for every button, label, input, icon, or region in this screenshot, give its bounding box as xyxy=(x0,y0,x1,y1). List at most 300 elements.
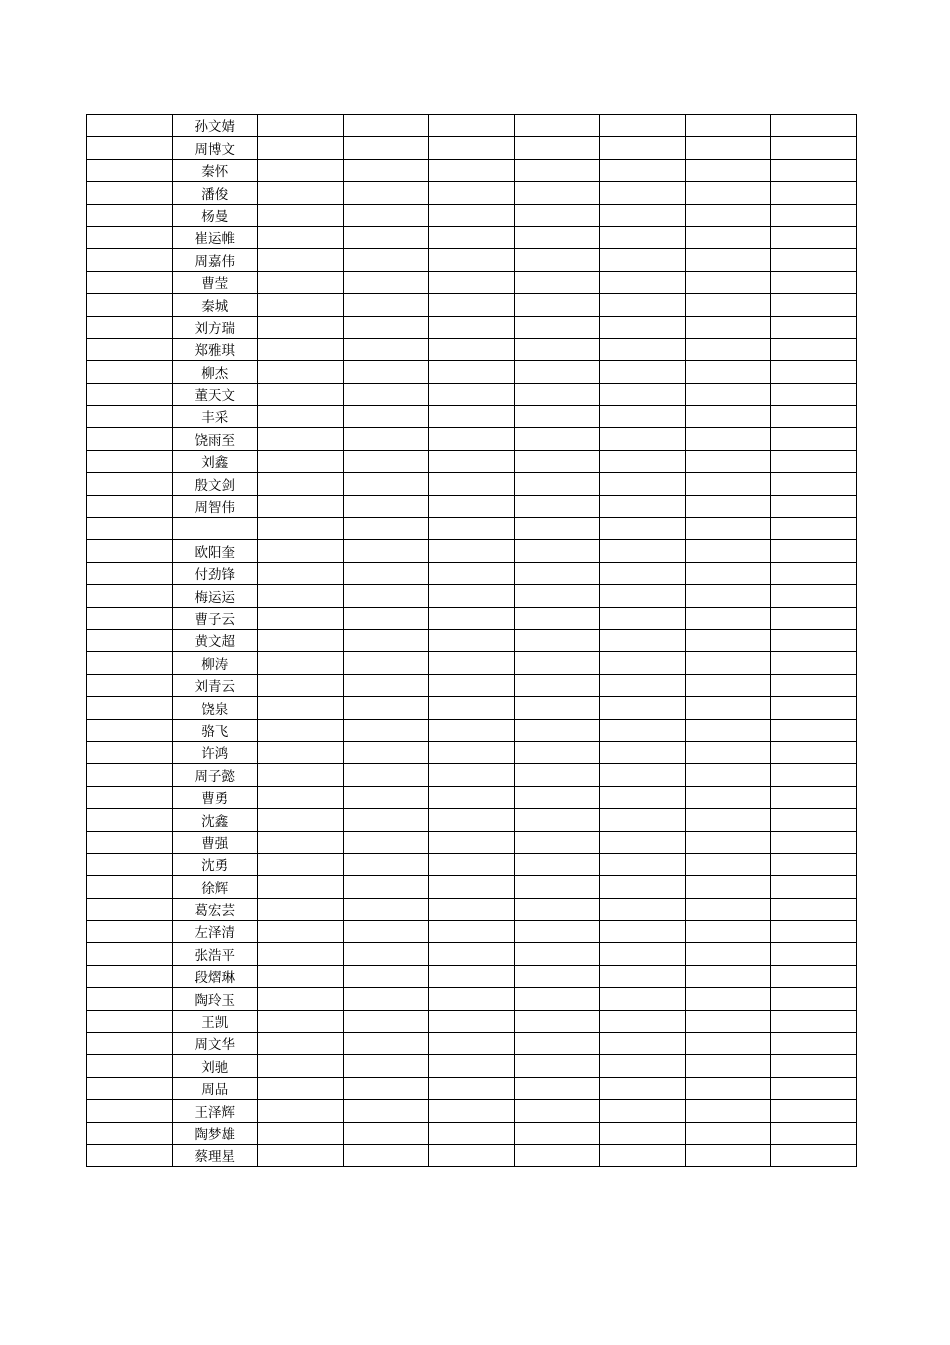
empty-cell[interactable] xyxy=(258,271,344,293)
empty-cell[interactable] xyxy=(258,988,344,1010)
empty-cell[interactable] xyxy=(87,719,173,741)
name-cell[interactable]: 曹强 xyxy=(172,831,258,853)
empty-cell[interactable] xyxy=(429,294,515,316)
empty-cell[interactable] xyxy=(685,204,771,226)
empty-cell[interactable] xyxy=(87,965,173,987)
empty-cell[interactable] xyxy=(258,831,344,853)
empty-cell[interactable] xyxy=(343,383,429,405)
empty-cell[interactable] xyxy=(429,831,515,853)
empty-cell[interactable] xyxy=(514,943,600,965)
empty-cell[interactable] xyxy=(771,1144,857,1166)
empty-cell[interactable] xyxy=(258,1122,344,1144)
empty-cell[interactable] xyxy=(258,607,344,629)
empty-cell[interactable] xyxy=(429,898,515,920)
empty-cell[interactable] xyxy=(343,652,429,674)
empty-cell[interactable] xyxy=(685,1055,771,1077)
empty-cell[interactable] xyxy=(429,406,515,428)
empty-cell[interactable] xyxy=(514,338,600,360)
empty-cell[interactable] xyxy=(514,988,600,1010)
empty-cell[interactable] xyxy=(685,450,771,472)
empty-cell[interactable] xyxy=(258,182,344,204)
empty-cell[interactable] xyxy=(343,607,429,629)
empty-cell[interactable] xyxy=(87,697,173,719)
empty-cell[interactable] xyxy=(87,1100,173,1122)
empty-cell[interactable] xyxy=(685,294,771,316)
empty-cell[interactable] xyxy=(771,764,857,786)
empty-cell[interactable] xyxy=(514,674,600,696)
empty-cell[interactable] xyxy=(771,853,857,875)
empty-cell[interactable] xyxy=(600,921,686,943)
empty-cell[interactable] xyxy=(600,764,686,786)
empty-cell[interactable] xyxy=(87,338,173,360)
name-cell[interactable]: 潘俊 xyxy=(172,182,258,204)
name-cell[interactable]: 郑雅琪 xyxy=(172,338,258,360)
empty-cell[interactable] xyxy=(771,182,857,204)
name-cell[interactable]: 董天文 xyxy=(172,383,258,405)
empty-cell[interactable] xyxy=(343,697,429,719)
empty-cell[interactable] xyxy=(685,383,771,405)
empty-cell[interactable] xyxy=(771,697,857,719)
empty-cell[interactable] xyxy=(258,764,344,786)
empty-cell[interactable] xyxy=(258,137,344,159)
empty-cell[interactable] xyxy=(429,1077,515,1099)
name-cell[interactable] xyxy=(172,518,258,540)
empty-cell[interactable] xyxy=(87,831,173,853)
empty-cell[interactable] xyxy=(87,406,173,428)
empty-cell[interactable] xyxy=(514,495,600,517)
empty-cell[interactable] xyxy=(685,719,771,741)
empty-cell[interactable] xyxy=(600,943,686,965)
empty-cell[interactable] xyxy=(600,853,686,875)
empty-cell[interactable] xyxy=(514,1033,600,1055)
name-cell[interactable]: 葛宏芸 xyxy=(172,898,258,920)
empty-cell[interactable] xyxy=(514,719,600,741)
empty-cell[interactable] xyxy=(343,853,429,875)
empty-cell[interactable] xyxy=(685,1144,771,1166)
empty-cell[interactable] xyxy=(600,473,686,495)
empty-cell[interactable] xyxy=(685,540,771,562)
name-cell[interactable]: 黄文超 xyxy=(172,629,258,651)
empty-cell[interactable] xyxy=(685,226,771,248)
empty-cell[interactable] xyxy=(87,1010,173,1032)
empty-cell[interactable] xyxy=(600,294,686,316)
empty-cell[interactable] xyxy=(514,518,600,540)
empty-cell[interactable] xyxy=(685,495,771,517)
empty-cell[interactable] xyxy=(600,629,686,651)
empty-cell[interactable] xyxy=(771,361,857,383)
empty-cell[interactable] xyxy=(600,809,686,831)
name-cell[interactable]: 曹勇 xyxy=(172,786,258,808)
empty-cell[interactable] xyxy=(87,115,173,137)
empty-cell[interactable] xyxy=(685,271,771,293)
empty-cell[interactable] xyxy=(685,406,771,428)
empty-cell[interactable] xyxy=(258,495,344,517)
empty-cell[interactable] xyxy=(429,450,515,472)
empty-cell[interactable] xyxy=(87,809,173,831)
empty-cell[interactable] xyxy=(429,764,515,786)
empty-cell[interactable] xyxy=(87,562,173,584)
name-cell[interactable]: 杨曼 xyxy=(172,204,258,226)
empty-cell[interactable] xyxy=(514,1100,600,1122)
empty-cell[interactable] xyxy=(87,271,173,293)
empty-cell[interactable] xyxy=(343,562,429,584)
empty-cell[interactable] xyxy=(514,876,600,898)
empty-cell[interactable] xyxy=(771,1077,857,1099)
empty-cell[interactable] xyxy=(258,226,344,248)
empty-cell[interactable] xyxy=(258,786,344,808)
empty-cell[interactable] xyxy=(514,585,600,607)
empty-cell[interactable] xyxy=(685,428,771,450)
empty-cell[interactable] xyxy=(258,115,344,137)
empty-cell[interactable] xyxy=(685,764,771,786)
empty-cell[interactable] xyxy=(258,853,344,875)
empty-cell[interactable] xyxy=(771,473,857,495)
empty-cell[interactable] xyxy=(685,361,771,383)
empty-cell[interactable] xyxy=(87,137,173,159)
empty-cell[interactable] xyxy=(343,988,429,1010)
empty-cell[interactable] xyxy=(429,652,515,674)
empty-cell[interactable] xyxy=(771,1010,857,1032)
empty-cell[interactable] xyxy=(685,338,771,360)
empty-cell[interactable] xyxy=(343,629,429,651)
empty-cell[interactable] xyxy=(429,338,515,360)
name-cell[interactable]: 刘鑫 xyxy=(172,450,258,472)
empty-cell[interactable] xyxy=(771,943,857,965)
empty-cell[interactable] xyxy=(343,249,429,271)
empty-cell[interactable] xyxy=(771,271,857,293)
empty-cell[interactable] xyxy=(258,383,344,405)
name-cell[interactable]: 沈勇 xyxy=(172,853,258,875)
empty-cell[interactable] xyxy=(514,741,600,763)
empty-cell[interactable] xyxy=(514,473,600,495)
empty-cell[interactable] xyxy=(258,629,344,651)
empty-cell[interactable] xyxy=(685,585,771,607)
empty-cell[interactable] xyxy=(87,383,173,405)
empty-cell[interactable] xyxy=(771,562,857,584)
empty-cell[interactable] xyxy=(771,629,857,651)
name-cell[interactable]: 王泽辉 xyxy=(172,1100,258,1122)
empty-cell[interactable] xyxy=(771,159,857,181)
name-cell[interactable]: 周子懿 xyxy=(172,764,258,786)
empty-cell[interactable] xyxy=(87,450,173,472)
empty-cell[interactable] xyxy=(258,294,344,316)
empty-cell[interactable] xyxy=(514,1122,600,1144)
empty-cell[interactable] xyxy=(343,495,429,517)
empty-cell[interactable] xyxy=(429,1122,515,1144)
empty-cell[interactable] xyxy=(685,674,771,696)
empty-cell[interactable] xyxy=(343,898,429,920)
empty-cell[interactable] xyxy=(685,965,771,987)
name-cell[interactable]: 孙文婧 xyxy=(172,115,258,137)
name-cell[interactable]: 许鸿 xyxy=(172,741,258,763)
empty-cell[interactable] xyxy=(429,182,515,204)
empty-cell[interactable] xyxy=(600,741,686,763)
empty-cell[interactable] xyxy=(429,1100,515,1122)
empty-cell[interactable] xyxy=(771,809,857,831)
empty-cell[interactable] xyxy=(771,876,857,898)
name-cell[interactable]: 饶泉 xyxy=(172,697,258,719)
empty-cell[interactable] xyxy=(258,741,344,763)
empty-cell[interactable] xyxy=(343,921,429,943)
empty-cell[interactable] xyxy=(343,1144,429,1166)
empty-cell[interactable] xyxy=(258,540,344,562)
empty-cell[interactable] xyxy=(771,741,857,763)
empty-cell[interactable] xyxy=(685,1010,771,1032)
empty-cell[interactable] xyxy=(685,249,771,271)
empty-cell[interactable] xyxy=(258,898,344,920)
empty-cell[interactable] xyxy=(685,562,771,584)
empty-cell[interactable] xyxy=(429,988,515,1010)
empty-cell[interactable] xyxy=(258,943,344,965)
empty-cell[interactable] xyxy=(258,361,344,383)
name-cell[interactable]: 柳杰 xyxy=(172,361,258,383)
empty-cell[interactable] xyxy=(685,1122,771,1144)
empty-cell[interactable] xyxy=(600,137,686,159)
empty-cell[interactable] xyxy=(258,1144,344,1166)
empty-cell[interactable] xyxy=(600,338,686,360)
empty-cell[interactable] xyxy=(771,249,857,271)
empty-cell[interactable] xyxy=(685,876,771,898)
empty-cell[interactable] xyxy=(600,607,686,629)
empty-cell[interactable] xyxy=(87,204,173,226)
empty-cell[interactable] xyxy=(258,809,344,831)
empty-cell[interactable] xyxy=(771,518,857,540)
empty-cell[interactable] xyxy=(514,1010,600,1032)
empty-cell[interactable] xyxy=(600,271,686,293)
name-cell[interactable]: 殷文剑 xyxy=(172,473,258,495)
empty-cell[interactable] xyxy=(514,226,600,248)
empty-cell[interactable] xyxy=(600,428,686,450)
empty-cell[interactable] xyxy=(429,1055,515,1077)
empty-cell[interactable] xyxy=(685,853,771,875)
empty-cell[interactable] xyxy=(429,562,515,584)
empty-cell[interactable] xyxy=(514,450,600,472)
name-cell[interactable]: 秦城 xyxy=(172,294,258,316)
empty-cell[interactable] xyxy=(600,226,686,248)
empty-cell[interactable] xyxy=(87,316,173,338)
empty-cell[interactable] xyxy=(429,271,515,293)
name-cell[interactable]: 徐辉 xyxy=(172,876,258,898)
empty-cell[interactable] xyxy=(429,226,515,248)
empty-cell[interactable] xyxy=(343,585,429,607)
empty-cell[interactable] xyxy=(685,786,771,808)
empty-cell[interactable] xyxy=(343,719,429,741)
name-cell[interactable]: 蔡理星 xyxy=(172,1144,258,1166)
empty-cell[interactable] xyxy=(87,495,173,517)
empty-cell[interactable] xyxy=(343,943,429,965)
empty-cell[interactable] xyxy=(685,115,771,137)
empty-cell[interactable] xyxy=(87,1122,173,1144)
empty-cell[interactable] xyxy=(258,965,344,987)
empty-cell[interactable] xyxy=(514,249,600,271)
empty-cell[interactable] xyxy=(258,697,344,719)
empty-cell[interactable] xyxy=(343,182,429,204)
empty-cell[interactable] xyxy=(87,988,173,1010)
empty-cell[interactable] xyxy=(514,1077,600,1099)
empty-cell[interactable] xyxy=(429,137,515,159)
empty-cell[interactable] xyxy=(514,764,600,786)
empty-cell[interactable] xyxy=(771,204,857,226)
empty-cell[interactable] xyxy=(600,719,686,741)
empty-cell[interactable] xyxy=(429,629,515,651)
empty-cell[interactable] xyxy=(258,674,344,696)
empty-cell[interactable] xyxy=(600,786,686,808)
empty-cell[interactable] xyxy=(87,428,173,450)
empty-cell[interactable] xyxy=(429,316,515,338)
empty-cell[interactable] xyxy=(514,921,600,943)
empty-cell[interactable] xyxy=(685,898,771,920)
empty-cell[interactable] xyxy=(87,607,173,629)
name-cell[interactable]: 柳涛 xyxy=(172,652,258,674)
empty-cell[interactable] xyxy=(429,1033,515,1055)
empty-cell[interactable] xyxy=(514,562,600,584)
empty-cell[interactable] xyxy=(87,876,173,898)
empty-cell[interactable] xyxy=(514,652,600,674)
name-cell[interactable]: 欧阳奎 xyxy=(172,540,258,562)
empty-cell[interactable] xyxy=(600,204,686,226)
empty-cell[interactable] xyxy=(343,1055,429,1077)
empty-cell[interactable] xyxy=(258,249,344,271)
empty-cell[interactable] xyxy=(343,316,429,338)
empty-cell[interactable] xyxy=(87,1077,173,1099)
empty-cell[interactable] xyxy=(685,607,771,629)
empty-cell[interactable] xyxy=(771,450,857,472)
empty-cell[interactable] xyxy=(343,764,429,786)
empty-cell[interactable] xyxy=(87,249,173,271)
empty-cell[interactable] xyxy=(343,428,429,450)
empty-cell[interactable] xyxy=(600,540,686,562)
empty-cell[interactable] xyxy=(600,1100,686,1122)
empty-cell[interactable] xyxy=(771,383,857,405)
empty-cell[interactable] xyxy=(258,204,344,226)
empty-cell[interactable] xyxy=(771,585,857,607)
empty-cell[interactable] xyxy=(771,294,857,316)
name-cell[interactable]: 周嘉伟 xyxy=(172,249,258,271)
empty-cell[interactable] xyxy=(685,1100,771,1122)
empty-cell[interactable] xyxy=(771,831,857,853)
empty-cell[interactable] xyxy=(514,316,600,338)
name-cell[interactable]: 曹莹 xyxy=(172,271,258,293)
empty-cell[interactable] xyxy=(600,876,686,898)
empty-cell[interactable] xyxy=(343,473,429,495)
empty-cell[interactable] xyxy=(514,607,600,629)
empty-cell[interactable] xyxy=(258,159,344,181)
empty-cell[interactable] xyxy=(87,540,173,562)
empty-cell[interactable] xyxy=(343,1100,429,1122)
empty-cell[interactable] xyxy=(87,294,173,316)
empty-cell[interactable] xyxy=(258,316,344,338)
empty-cell[interactable] xyxy=(600,450,686,472)
empty-cell[interactable] xyxy=(771,921,857,943)
empty-cell[interactable] xyxy=(258,338,344,360)
name-cell[interactable]: 陶梦雄 xyxy=(172,1122,258,1144)
empty-cell[interactable] xyxy=(258,450,344,472)
empty-cell[interactable] xyxy=(514,271,600,293)
empty-cell[interactable] xyxy=(258,473,344,495)
empty-cell[interactable] xyxy=(600,406,686,428)
empty-cell[interactable] xyxy=(258,562,344,584)
empty-cell[interactable] xyxy=(514,383,600,405)
empty-cell[interactable] xyxy=(685,629,771,651)
empty-cell[interactable] xyxy=(429,204,515,226)
empty-cell[interactable] xyxy=(771,1122,857,1144)
empty-cell[interactable] xyxy=(258,1010,344,1032)
empty-cell[interactable] xyxy=(429,249,515,271)
name-cell[interactable]: 梅运运 xyxy=(172,585,258,607)
empty-cell[interactable] xyxy=(600,1010,686,1032)
empty-cell[interactable] xyxy=(685,988,771,1010)
empty-cell[interactable] xyxy=(343,361,429,383)
empty-cell[interactable] xyxy=(258,876,344,898)
empty-cell[interactable] xyxy=(685,137,771,159)
empty-cell[interactable] xyxy=(258,921,344,943)
empty-cell[interactable] xyxy=(514,629,600,651)
empty-cell[interactable] xyxy=(429,383,515,405)
empty-cell[interactable] xyxy=(600,1033,686,1055)
empty-cell[interactable] xyxy=(771,965,857,987)
empty-cell[interactable] xyxy=(343,159,429,181)
empty-cell[interactable] xyxy=(600,316,686,338)
empty-cell[interactable] xyxy=(429,697,515,719)
empty-cell[interactable] xyxy=(685,652,771,674)
name-cell[interactable]: 张浩平 xyxy=(172,943,258,965)
empty-cell[interactable] xyxy=(429,719,515,741)
empty-cell[interactable] xyxy=(600,831,686,853)
empty-cell[interactable] xyxy=(258,1055,344,1077)
empty-cell[interactable] xyxy=(514,1144,600,1166)
empty-cell[interactable] xyxy=(600,1144,686,1166)
empty-cell[interactable] xyxy=(771,338,857,360)
empty-cell[interactable] xyxy=(771,316,857,338)
empty-cell[interactable] xyxy=(429,585,515,607)
empty-cell[interactable] xyxy=(258,652,344,674)
empty-cell[interactable] xyxy=(343,1033,429,1055)
empty-cell[interactable] xyxy=(600,1122,686,1144)
empty-cell[interactable] xyxy=(514,965,600,987)
empty-cell[interactable] xyxy=(600,383,686,405)
empty-cell[interactable] xyxy=(514,182,600,204)
empty-cell[interactable] xyxy=(685,697,771,719)
empty-cell[interactable] xyxy=(429,674,515,696)
empty-cell[interactable] xyxy=(87,1055,173,1077)
empty-cell[interactable] xyxy=(429,853,515,875)
empty-cell[interactable] xyxy=(87,943,173,965)
empty-cell[interactable] xyxy=(258,585,344,607)
empty-cell[interactable] xyxy=(600,518,686,540)
empty-cell[interactable] xyxy=(87,629,173,651)
empty-cell[interactable] xyxy=(258,428,344,450)
empty-cell[interactable] xyxy=(429,115,515,137)
empty-cell[interactable] xyxy=(87,898,173,920)
empty-cell[interactable] xyxy=(87,652,173,674)
empty-cell[interactable] xyxy=(771,1100,857,1122)
empty-cell[interactable] xyxy=(87,585,173,607)
empty-cell[interactable] xyxy=(600,898,686,920)
empty-cell[interactable] xyxy=(429,965,515,987)
empty-cell[interactable] xyxy=(514,1055,600,1077)
name-cell[interactable]: 崔运帷 xyxy=(172,226,258,248)
empty-cell[interactable] xyxy=(87,473,173,495)
empty-cell[interactable] xyxy=(514,697,600,719)
empty-cell[interactable] xyxy=(429,473,515,495)
empty-cell[interactable] xyxy=(771,898,857,920)
empty-cell[interactable] xyxy=(343,115,429,137)
name-cell[interactable]: 周智伟 xyxy=(172,495,258,517)
empty-cell[interactable] xyxy=(429,495,515,517)
empty-cell[interactable] xyxy=(429,540,515,562)
empty-cell[interactable] xyxy=(771,988,857,1010)
empty-cell[interactable] xyxy=(87,518,173,540)
